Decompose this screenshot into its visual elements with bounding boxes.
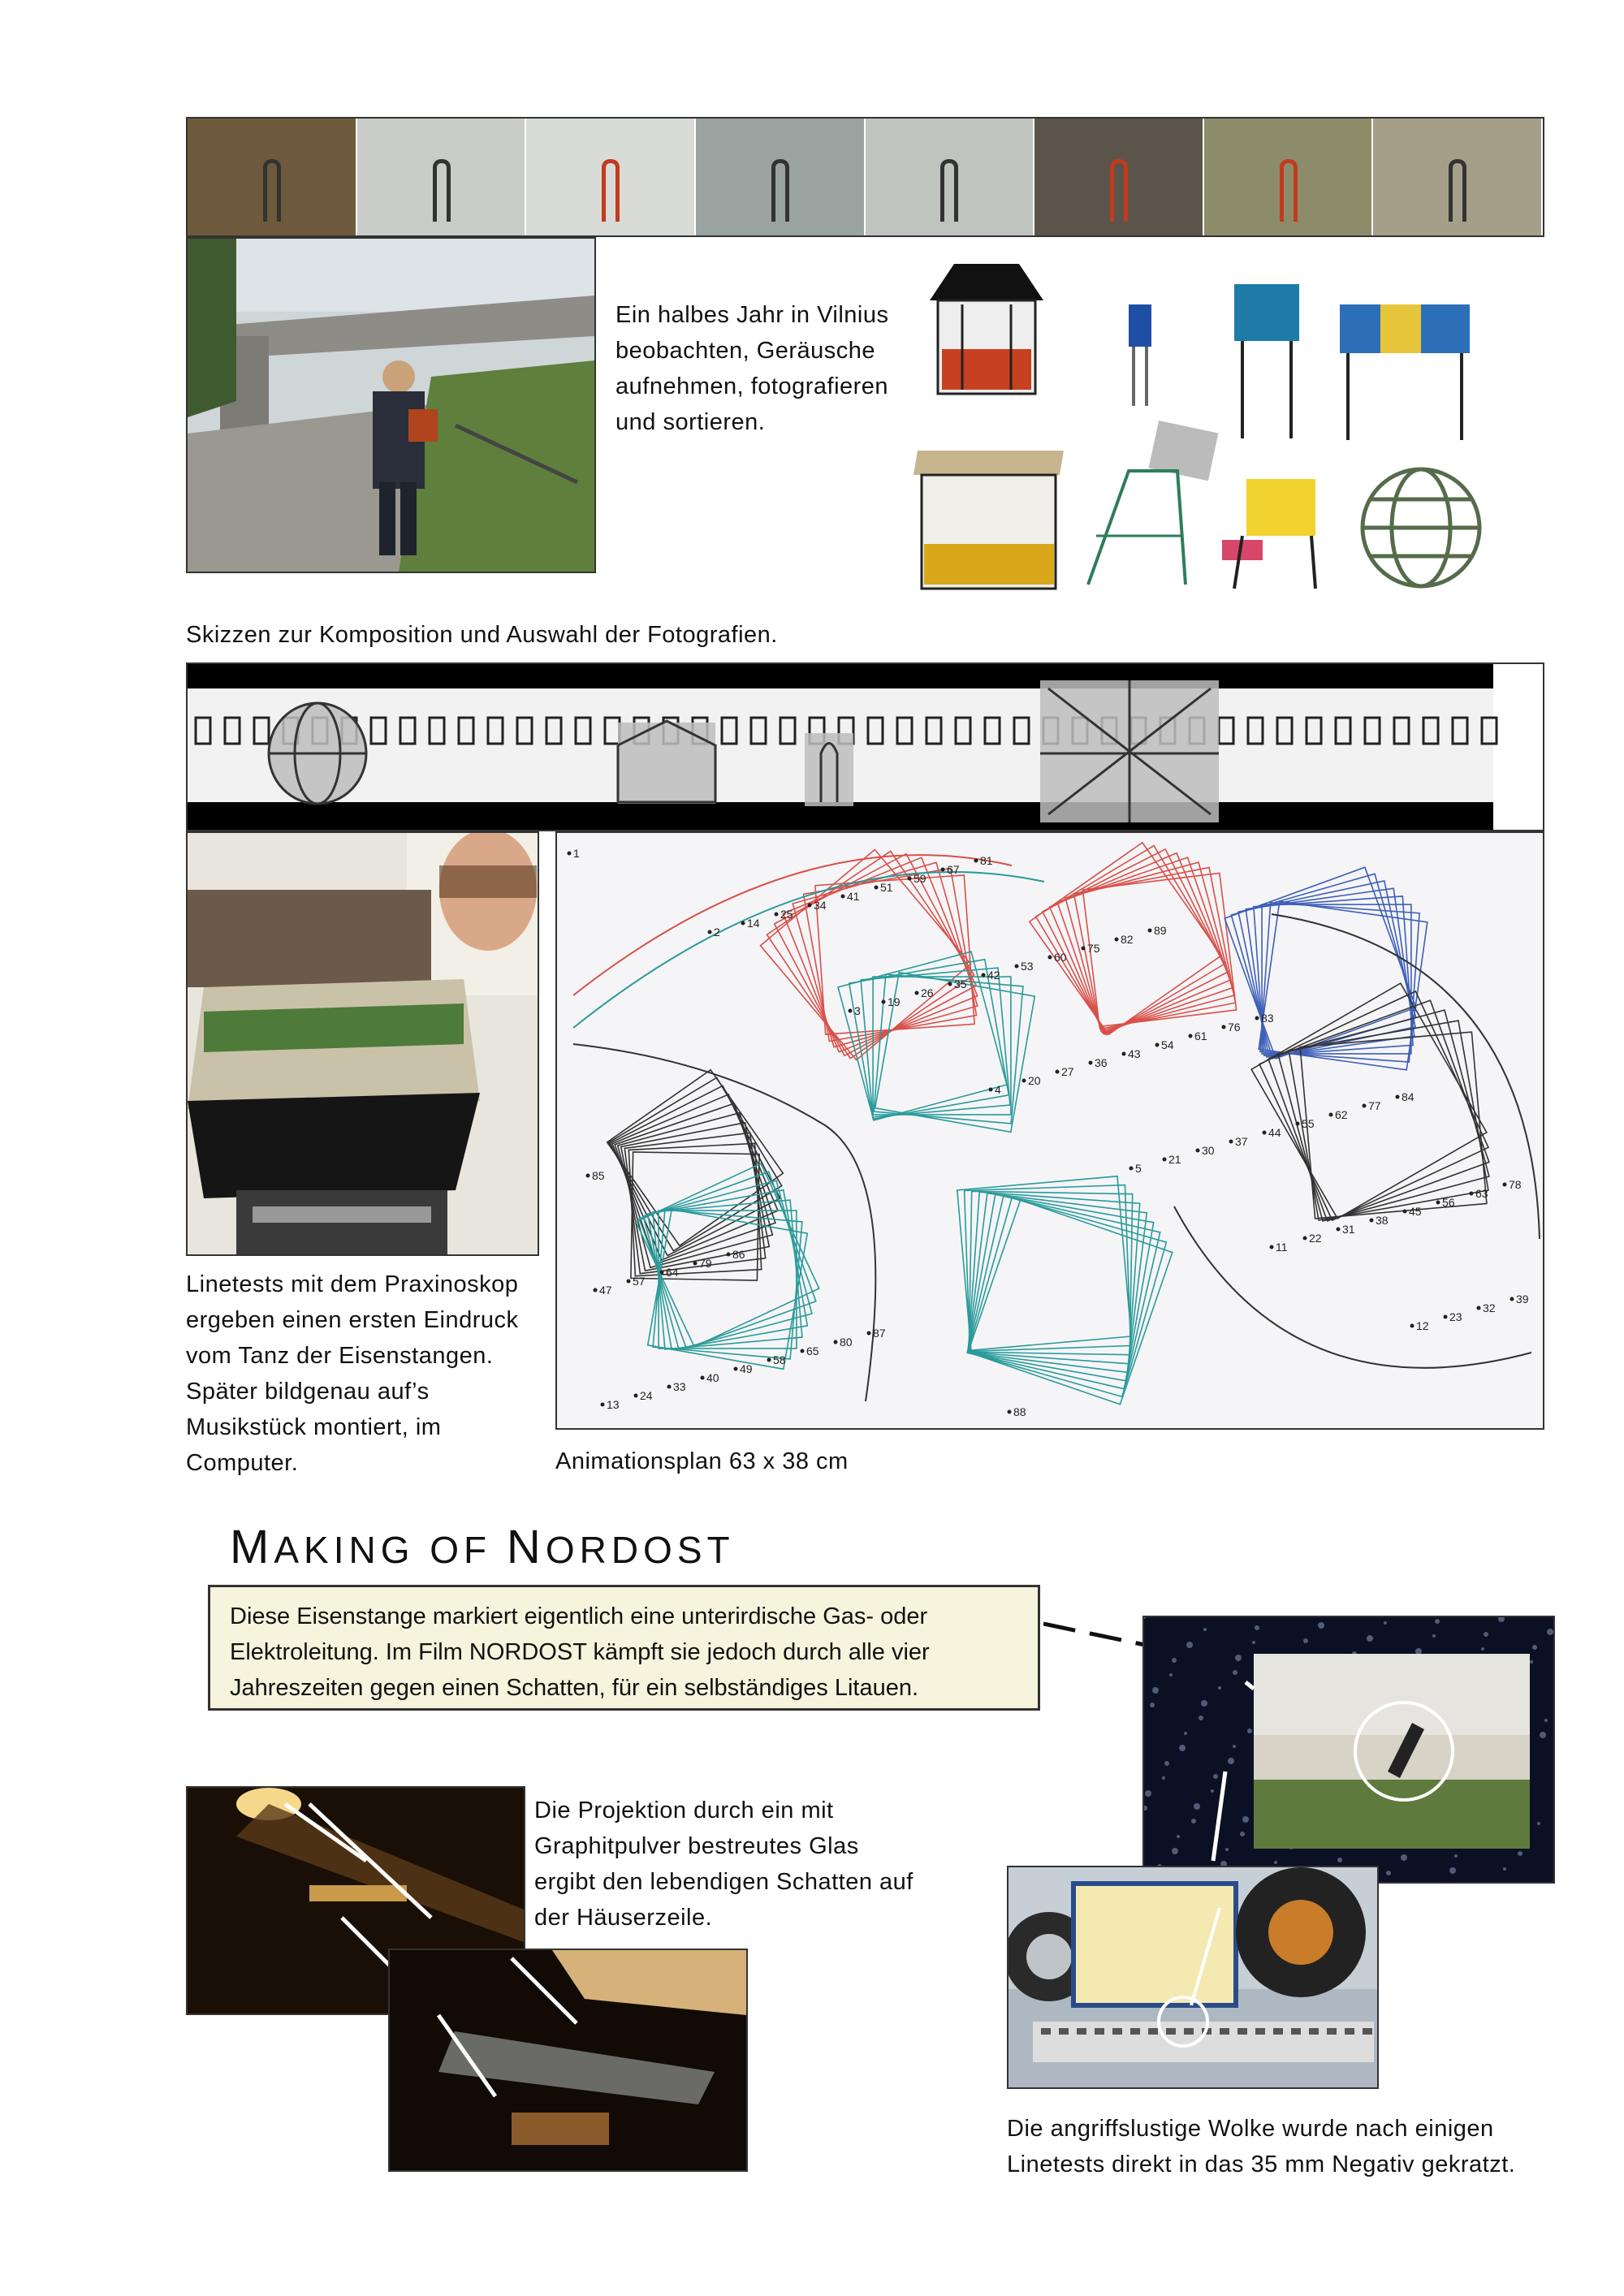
plan-number-label: 2	[714, 926, 720, 939]
plan-number-label: 44	[1268, 1126, 1281, 1139]
negative-caption: Die angriffslustige Wolke wurde nach einigen Linetests direkt in das 35 mm Negativ gekratzt.	[1007, 2116, 1516, 2177]
plan-number-label: 5	[1135, 1162, 1142, 1175]
plan-number-label: 41	[847, 890, 860, 903]
plan-number-label: 13	[607, 1398, 620, 1411]
globe-object	[1363, 469, 1479, 586]
plan-number-label: 34	[814, 899, 827, 912]
projection-photo-2	[388, 1949, 748, 2172]
plan-number-label: 4	[995, 1083, 1001, 1096]
sign-object-1	[1129, 304, 1151, 406]
plan-number-label: 60	[1054, 951, 1067, 964]
animation-caption: Animationsplan 63 x 38 cm	[555, 1448, 849, 1474]
plan-number-label: 62	[1335, 1108, 1348, 1121]
plan-number-label: 30	[1202, 1144, 1215, 1157]
plan-number-label: 23	[1449, 1310, 1462, 1323]
section-title	[230, 1520, 735, 1574]
kiosk-object-1	[930, 264, 1043, 394]
pole-icon	[602, 159, 620, 222]
kiosk-object-2	[914, 451, 1064, 589]
plan-number-label: 27	[1061, 1065, 1074, 1078]
sketch-caption: Skizzen zur Komposition und Auswahl der Fotografien.	[186, 622, 778, 648]
pole-icon	[263, 159, 281, 222]
projection-text: Die Projektion durch ein mit Graphitpulver bestreutes Glas ergibt den lebendigen Schatten auf der Häuserzeile.	[534, 1798, 914, 1931]
plan-number-label: 86	[732, 1248, 745, 1261]
plan-number-label: 11	[1276, 1241, 1288, 1254]
objects-collage	[901, 260, 1543, 601]
plan-number-label: 79	[699, 1257, 712, 1270]
plan-number-label: 51	[880, 881, 893, 894]
plan-number-label: 84	[1402, 1090, 1415, 1103]
plan-number-label: 58	[773, 1353, 786, 1366]
plan-number-label: 43	[1128, 1047, 1141, 1060]
negative-photo	[1007, 1866, 1379, 2089]
plan-number-label: 36	[1095, 1056, 1108, 1069]
plan-number-label: 25	[780, 908, 793, 921]
connector-line	[1043, 1616, 1149, 1648]
plan-number-label: 1	[573, 847, 580, 860]
plan-number-label: 37	[1235, 1135, 1248, 1148]
plan-number-label: 81	[980, 854, 993, 867]
title-initial-m: M	[230, 1521, 274, 1573]
bridge-photo	[186, 237, 596, 573]
plan-number-label: 31	[1342, 1223, 1355, 1236]
pole-icon	[1110, 159, 1128, 222]
plan-number-label: 47	[599, 1284, 612, 1297]
plan-number-label: 82	[1121, 933, 1134, 946]
plan-number-label: 83	[1261, 1012, 1274, 1025]
praxinoskop-caption: Linetests mit dem Praxinoskop ergeben einen ersten Eindruck vom Tanz der Eisenstangen. Später bildgenau auf’s Musikstück montiert, im Computer.	[186, 1271, 519, 1476]
plan-number-label: 54	[1161, 1038, 1174, 1051]
red-pole-snow-thumbnail	[526, 119, 696, 235]
plan-number-label: 57	[633, 1275, 646, 1288]
plan-number-label: 26	[921, 986, 934, 999]
red-pole-fence-thumbnail	[1034, 119, 1204, 235]
pole-snowy-bush-thumbnail	[866, 119, 1035, 235]
plan-number-label: 35	[954, 978, 967, 990]
plan-number-label: 64	[666, 1266, 679, 1279]
bench-object	[1222, 479, 1315, 589]
plan-number-label: 87	[873, 1327, 886, 1340]
film-still-photo	[1142, 1616, 1555, 1884]
praxinoskop-photo	[186, 831, 539, 1256]
title-rest-nordost: ORDOST	[545, 1529, 735, 1571]
sketch-strip	[186, 662, 1544, 831]
plan-number-label: 78	[1509, 1178, 1522, 1191]
plan-number-label: 14	[747, 917, 760, 930]
plan-number-label: 89	[1154, 924, 1167, 937]
plan-number-label: 55	[1302, 1117, 1315, 1130]
plan-number-label: 38	[1376, 1214, 1389, 1227]
plan-number-label: 32	[1483, 1301, 1496, 1314]
plan-number-label: 12	[1416, 1319, 1429, 1332]
tower-object	[1088, 421, 1218, 585]
plan-number-label: 56	[1442, 1196, 1455, 1209]
snowy-grass-thumbnail	[357, 119, 527, 235]
animation-plan	[555, 831, 1544, 1430]
plan-number-label: 49	[740, 1362, 753, 1375]
plan-number-label: 65	[806, 1344, 819, 1357]
plan-number-label: 76	[1228, 1021, 1241, 1034]
plan-number-label: 39	[1516, 1293, 1529, 1306]
pole-icon	[771, 159, 789, 222]
pole-icon	[1449, 159, 1466, 222]
plan-number-label: 40	[706, 1371, 719, 1384]
plan-number-label: 45	[1409, 1205, 1422, 1218]
plan-number-label: 20	[1028, 1074, 1041, 1087]
plan-number-label: 85	[592, 1169, 605, 1182]
mailboxes-object-2	[1340, 304, 1470, 440]
pole-icon	[433, 159, 451, 222]
plan-number-label: 75	[1087, 942, 1100, 955]
plan-number-label: 53	[1021, 960, 1034, 973]
plan-number-label: 77	[1368, 1099, 1381, 1112]
plan-number-label: 67	[947, 863, 960, 876]
note-box: Diese Eisenstange markiert eigentlich eine unterirdische Gas- oder Elektroleitung. Im Film NORDOST kämpft sie jedoch durch alle vier Jahreszeiten gegen einen Schatten, für ein selbständiges Litauen.	[208, 1585, 1040, 1711]
pole-dry-field-thumbnail	[1373, 119, 1543, 235]
plan-number-label: 19	[888, 995, 901, 1008]
plan-number-label: 21	[1168, 1153, 1181, 1166]
plan-number-label: 24	[640, 1389, 653, 1402]
plan-number-label: 88	[1013, 1405, 1026, 1418]
title-rest-making: AKING OF	[274, 1529, 507, 1571]
plan-number-label: 3	[854, 1004, 861, 1017]
thumbnail-strip	[186, 117, 1544, 237]
leaves-thumbnail	[188, 119, 357, 235]
plan-number-label: 59	[914, 872, 926, 885]
plan-number-label: 61	[1194, 1029, 1207, 1042]
plan-number-label: 63	[1475, 1187, 1488, 1200]
plan-number-label: 80	[840, 1336, 853, 1349]
plan-number-label: 33	[673, 1380, 686, 1393]
plan-number-label: 42	[987, 969, 1000, 982]
pole-icon	[940, 159, 958, 222]
pole-snow-field-thumbnail	[696, 119, 866, 235]
plan-number-label: 22	[1309, 1232, 1322, 1245]
intro-text: Ein halbes Jahr in Vilnius beobachten, Geräusche aufnehmen, fotografieren und sortieren.	[615, 302, 889, 435]
pole-icon	[1280, 159, 1298, 222]
title-initial-n: N	[506, 1521, 546, 1573]
mailbox-object-1	[1234, 284, 1299, 438]
red-pole-meadow-thumbnail	[1204, 119, 1374, 235]
